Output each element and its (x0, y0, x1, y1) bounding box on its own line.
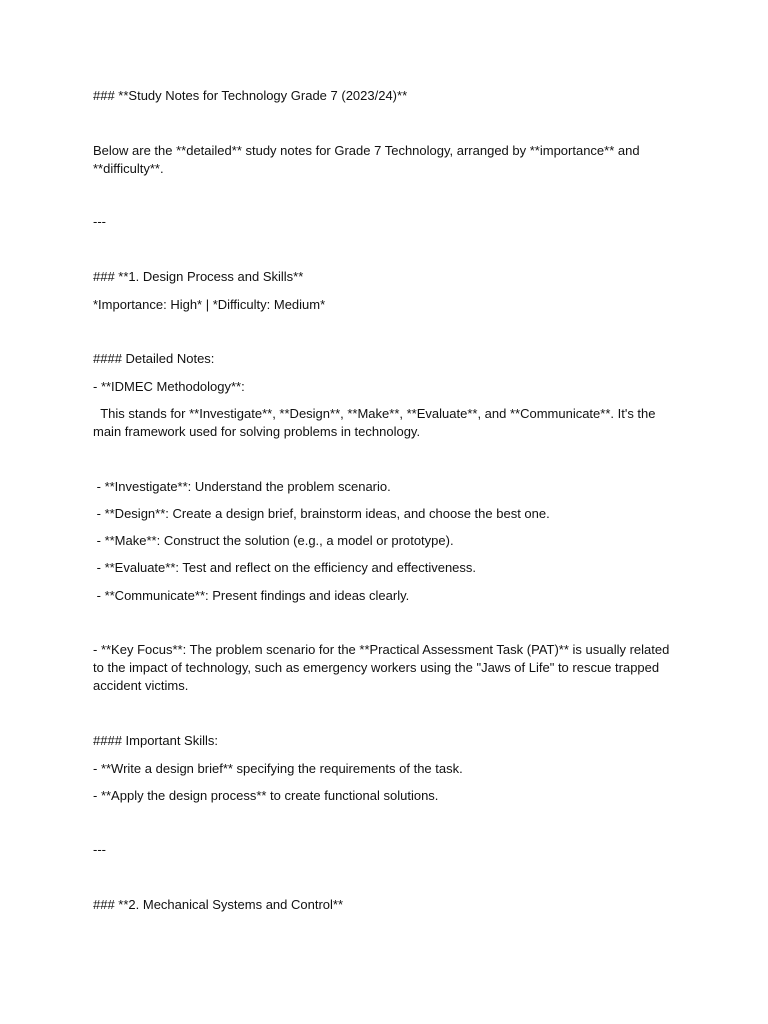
list-item: - **Communicate**: Present findings and ideas clearly. (93, 588, 410, 603)
idmec-paragraph: This stands for **Investigate**, **Design**, **Make**, **Evaluate**, and **Communicate**. It's the main framework used for solving problems in technology. (93, 406, 660, 439)
skills-heading: #### Important Skills: (93, 733, 219, 748)
section-meta: *Importance: High* | *Difficulty: Medium* (93, 297, 326, 312)
document-title: ### **Study Notes for Technology Grade 7 (2023/24)** (93, 88, 408, 103)
list-item: - **Make**: Construct the solution (e.g., a model or prototype). (93, 533, 454, 548)
divider: --- (93, 214, 106, 229)
list-item: - **Investigate**: Understand the problem scenario. (93, 479, 391, 494)
list-item: - **Apply the design process** to create functional solutions. (93, 788, 439, 803)
list-item: - **Evaluate**: Test and reflect on the efficiency and effectiveness. (93, 560, 477, 575)
list-item: - **Write a design brief** specifying the requirements of the task. (93, 761, 463, 776)
section-heading: ### **2. Mechanical Systems and Control** (93, 897, 344, 912)
key-focus-paragraph: - **Key Focus**: The problem scenario for the **Practical Assessment Task (PAT)** is usually related to the impact of technology, such as emergency workers using the "Jaws of Life" to rescue trapped accident victims. (93, 642, 673, 693)
notes-heading: #### Detailed Notes: (93, 351, 215, 366)
list-item: - **Design**: Create a design brief, brainstorm ideas, and choose the best one. (93, 506, 550, 521)
idmec-label: - **IDMEC Methodology**: (93, 379, 245, 394)
section-heading: ### **1. Design Process and Skills** (93, 269, 304, 284)
divider: --- (93, 842, 106, 857)
intro-paragraph: Below are the **detailed** study notes for Grade 7 Technology, arranged by **importance** and **difficulty**. (93, 143, 644, 176)
